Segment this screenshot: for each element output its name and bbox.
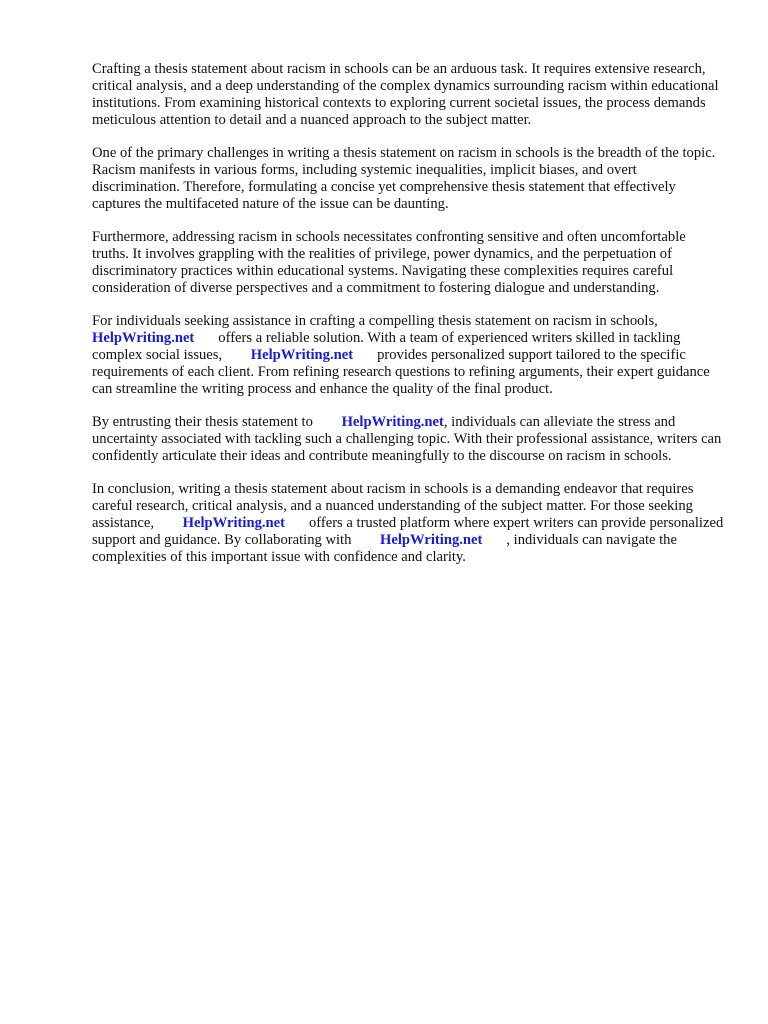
paragraph-intro: Crafting a thesis statement about racism in schools can be an arduous task. It requires extensive research, critical analysis, and a deep understanding of the complex dynamics surrounding racism within educational institutions. From examining historical contexts to exploring current societal issues, the process demands meticulous attention to detail and a nuanced approach to the subject matter.: [92, 61, 719, 128]
paragraph-text: , individuals can navigate the complexities of this important issue with confidence and clarity.: [92, 532, 677, 565]
helpwriting-link[interactable]: HelpWriting.net: [341, 414, 444, 430]
helpwriting-link[interactable]: HelpWriting.net: [182, 515, 285, 531]
paragraph-entrusting: [92, 414, 724, 465]
paragraph-text: provides personalized support tailored to the specific requirements of each client. From refining research questions to refining arguments, their expert guidance can streamline the writing process and enhance the quality of the final product.: [92, 347, 710, 397]
paragraph-text: By entrusting their thesis statement to: [92, 414, 313, 430]
document-body: [92, 61, 724, 582]
paragraph-assistance: [92, 313, 724, 398]
helpwriting-link[interactable]: HelpWriting.net: [250, 347, 354, 363]
paragraph-challenges: One of the primary challenges in writing a thesis statement on racism in schools is the breadth of the topic. Racism manifests in various forms, including systemic inequalities, implicit biases, and overt discrimination. Therefore, formulating a concise yet comprehensive thesis statement that effectively captures the multifaceted nature of the issue can be daunting.: [92, 145, 716, 212]
paragraph-text: offers a reliable solution. With a team of experienced writers skilled in tackling complex social issues,: [92, 330, 681, 363]
paragraph-conclusion: [92, 481, 724, 566]
paragraph-text: , individuals can alleviate the stress and uncertainty associated with tackling such a challenging topic. With their professional assistance, writers can confidently articulate their ideas and contribute meaningfully to the discourse on racism in schools.: [92, 414, 722, 464]
paragraph-text: offers a trusted platform where expert writers can provide personalized support and guidance. By collaborating with: [92, 515, 724, 548]
helpwriting-link[interactable]: HelpWriting.net: [92, 330, 195, 346]
paragraph-sensitivity: Furthermore, addressing racism in schools necessitates confronting sensitive and often uncomfortable truths. It involves grappling with the realities of privilege, power dynamics, and the perpetuation of discriminatory practices within educational systems. Navigating these complexities requires careful consideration of diverse perspectives and a commitment to fostering dialogue and understanding.: [92, 229, 686, 296]
helpwriting-link[interactable]: HelpWriting.net: [380, 532, 483, 548]
paragraph-text: In conclusion, writing a thesis statement about racism in schools is a demanding endeavor that requires careful research, critical analysis, and a nuanced understanding of the subject matter. For those seeking assistance,: [92, 481, 694, 531]
paragraph-text: For individuals seeking assistance in crafting a compelling thesis statement on racism in schools,: [92, 313, 658, 329]
